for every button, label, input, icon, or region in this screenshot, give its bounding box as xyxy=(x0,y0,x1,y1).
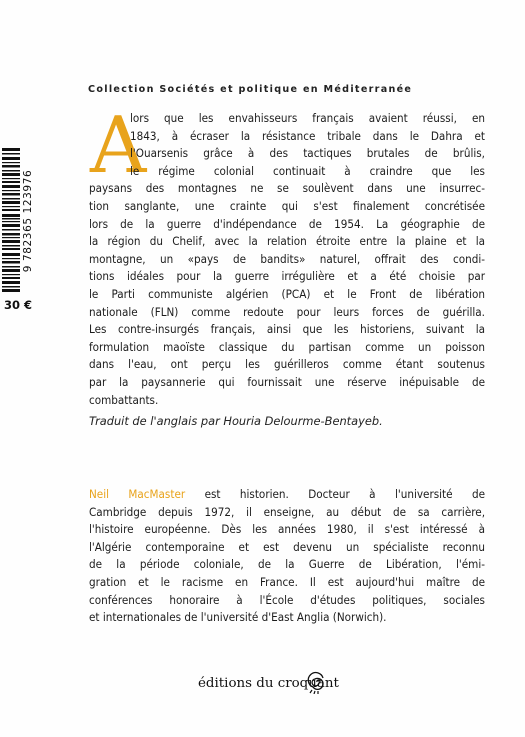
drop-cap: A xyxy=(90,101,147,191)
bio-line: l'Algérie contemporaine et est devenu un spécialiste reconnu xyxy=(89,539,485,554)
summary-line: lors de la guerre d'indépendance de 1954. La géographie de xyxy=(89,216,485,231)
summary-line: l'Ouarsenis grâce à des tactiques brutales de brûlis, xyxy=(130,146,485,161)
summary-line: nationale (FLN) comme redoute pour leurs forces de guérilla. xyxy=(89,304,485,319)
barcode-block xyxy=(0,148,40,293)
summary-line: Les contre-insurgés français, ainsi que les historiens, suivant la xyxy=(89,322,485,337)
summary-line: montagne, un «pays de bandits» naturel, offrait des condi- xyxy=(89,251,485,266)
summary-line: lors que les envahisseurs français avaient réussi, en xyxy=(130,111,485,125)
summary-line: le Parti communiste algérien (PCA) et le Front de libération xyxy=(89,286,485,301)
translator-credit: Traduit de l'anglais par Houria Delourme-Bentayeb. xyxy=(89,414,383,428)
summary-line: tions idéales pour la guerre irrégulière et a été choisie par xyxy=(89,269,485,284)
bio-line: conférences honoraire à l'École d'études politiques, sociales xyxy=(89,592,485,607)
barcode-icon xyxy=(2,148,20,293)
collection-title: Collection Sociétés et politique en Méditerranée xyxy=(88,84,413,95)
summary-line: dans l'eau, ont perçu les guérilleros comme étant soutenus xyxy=(89,357,485,372)
summary-line: le régime colonial continuait à craindre que les xyxy=(130,163,485,178)
bio-line: de la période coloniale, de la Guerre de Libération, l'émi- xyxy=(89,557,485,572)
summary-line: combattants. xyxy=(89,392,159,407)
summary-line: par la paysannerie qui fournissait une réserve inépuisable de xyxy=(89,374,485,389)
summary-line: paysans des montagnes ne se soulèvent dans une insurrec- xyxy=(89,181,485,196)
isbn-number: 9 782365 123976 xyxy=(22,169,34,272)
summary-line: tion sanglante, une crainte qui s'est finalement concrétisée xyxy=(89,198,485,213)
bio-line: l'histoire européenne. Dès les années 1980, il s'est intéressé à xyxy=(89,522,485,537)
summary-line: la région du Chelif, avec la relation étroite entre la plaine et la xyxy=(89,234,485,249)
author-name: Neil MacMaster xyxy=(89,487,186,501)
summary-line: formulation maoïste classique du partisan comme un poisson xyxy=(89,339,485,354)
price-label: 30 € xyxy=(4,298,33,312)
summary-paragraph xyxy=(89,110,485,409)
author-bio xyxy=(89,486,485,627)
bio-line: Neil MacMaster est historien. Docteur à l'université de xyxy=(89,487,486,501)
spiral-logo-icon xyxy=(306,670,328,694)
bio-line: et internationales de l'université d'East Anglia (Norwich). xyxy=(89,610,387,625)
bio-line: gration et le racisme en France. Il est aujourd'hui maître de xyxy=(89,574,485,589)
publisher-name: éditions du croquant xyxy=(198,676,339,691)
summary-line: 1843, à écraser la résistance tribale dans le Dahra et xyxy=(130,128,485,143)
bio-line: Cambridge depuis 1972, il enseigne, au début de sa carrière, xyxy=(89,504,485,519)
